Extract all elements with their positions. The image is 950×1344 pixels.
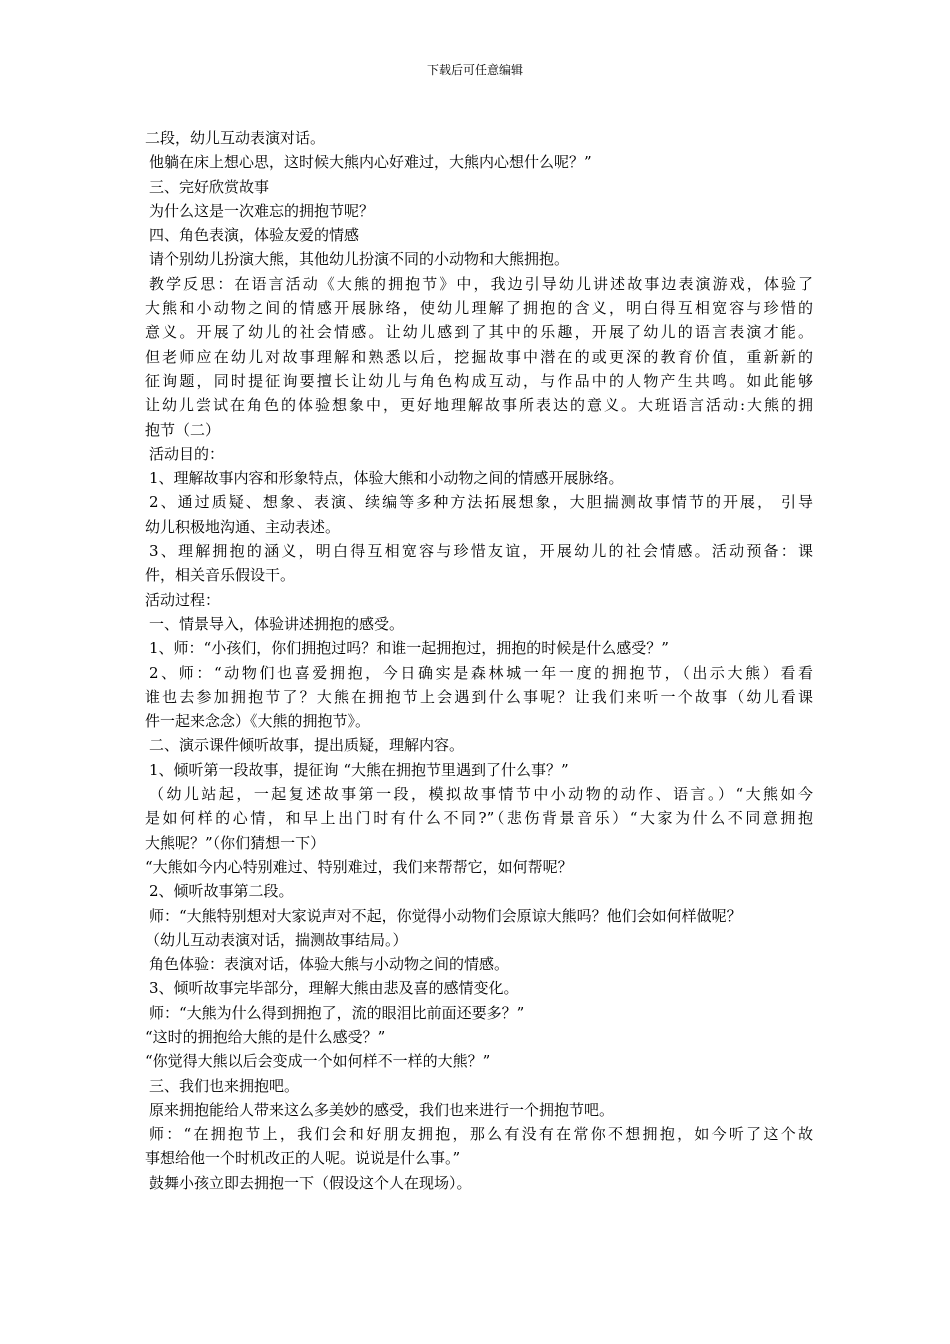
text-line: 大熊和小动物之间的情感开展脉络，使幼儿理解了拥抱的含义，明白得互相宽容与珍惜的 — [145, 299, 813, 318]
text-line: 三、我们也来拥抱吧。 — [149, 1076, 300, 1095]
text-line: 2、倾听故事第二段。 — [149, 882, 294, 901]
text-line: “你觉得大熊以后会变成一个如何样不一样的大熊？” — [145, 1052, 491, 1071]
text-line: （幼儿互动表演对话，揣测故事结局。） — [145, 930, 408, 949]
text-line: 1、倾听第一段故事，提征询 “大熊在拥抱节里遇到了什么事？” — [149, 760, 569, 779]
text-line: 件一起来念念）《大熊的拥抱节》。 — [145, 712, 371, 731]
text-line: 大熊呢？”（你们猜想一下） — [145, 833, 326, 852]
text-line: “大熊如今内心特别难过、特别难过，我们来帮帮它，如何帮呢？ — [145, 857, 573, 876]
text-line: 三、完好欣赏故事 — [149, 177, 270, 196]
text-line: 二、演示课件倾听故事，提出质疑，理解内容。 — [149, 736, 465, 755]
text-line: 让幼儿尝试在角色的体验想象中，更好地理解故事所表达的意义。大班语言活动:大熊的拥 — [145, 396, 813, 415]
text-line: 抱节（二） — [145, 420, 221, 439]
text-line: 事想给他一个时机改正的人呢。说说是什么事。” — [145, 1149, 461, 1168]
text-line: 一、情景导入，体验讲述拥抱的感受。 — [149, 614, 405, 633]
text-line: 师：“大熊特别想对大家说声对不起，你觉得小动物们会原谅大熊吗？他们会如何样做呢？ — [149, 906, 742, 925]
text-line: 3、理解拥抱的涵义，明白得互相宽容与珍惜友谊，开展幼儿的社会情感。活动预备：课 — [149, 542, 813, 561]
text-line: 但老师应在幼儿对故事理解和熟悉以后，挖掘故事中潜在的或更深的教育价值，重新新的 — [145, 347, 813, 366]
text-line: 谁也去参加拥抱节了？大熊在拥抱节上会遇到什么事呢？让我们来听一个故事（幼儿看课 — [145, 687, 813, 706]
document-body — [145, 126, 813, 1195]
text-line: 师：“在拥抱节上，我们会和好朋友拥抱，那么有没有在常你不想拥抱，如今听了这个故 — [149, 1125, 813, 1144]
text-line: （幼儿站起，一起复述故事第一段，模拟故事情节中小动物的动作、语言。）“大熊如今 — [149, 785, 813, 804]
text-line: 教学反思：在语言活动《大熊的拥抱节》中，我边引导幼儿讲述故事边表演游戏，体验了 — [149, 274, 813, 293]
text-line: “这时的拥抱给大熊的是什么感受？” — [145, 1027, 386, 1046]
text-line: 为什么这是一次难忘的拥抱节呢？ — [149, 201, 375, 220]
text-line: 1、理解故事内容和形象特点，体验大熊和小动物之间的情感开展脉络。 — [149, 469, 624, 488]
text-line: 师：“大熊为什么得到拥抱了，流的眼泪比前面还要多？” — [149, 1003, 525, 1022]
text-line: 件，相关音乐假设干。 — [145, 566, 296, 585]
text-line: 2、师：“动物们也喜爱拥抱，今日确实是森林城一年一度的拥抱节，（出示大熊）看看 — [149, 663, 813, 682]
text-line: 2、通过质疑、想象、表演、续编等多种方法拓展想象，大胆揣测故事情节的开展， 引导 — [149, 493, 813, 512]
text-line: 是如何样的心情，和早上出门时有什么不同?”（悲伤背景音乐）“大家为什么不同意拥抱 — [145, 809, 813, 828]
text-line: 幼儿积极地沟通、主动表述。 — [145, 517, 341, 536]
text-line: 他躺在床上想心思，这时候大熊内心好难过，大熊内心想什么呢？” — [149, 153, 592, 172]
text-line: 3、倾听故事完毕部分，理解大熊由悲及喜的感情变化。 — [149, 979, 519, 998]
text-line: 活动目的： — [149, 444, 225, 463]
text-line: 活动过程： — [145, 590, 221, 609]
text-line: 原来拥抱能给人带来这么多美妙的感受，我们也来进行一个拥抱节吧。 — [149, 1100, 615, 1119]
page-header: 下载后可任意编辑 — [426, 63, 523, 77]
text-line: 请个别幼儿扮演大熊，其他幼儿扮演不同的小动物和大熊拥抱。 — [149, 250, 570, 269]
text-line: 1、师：“小孩们，你们拥抱过吗？和谁一起拥抱过，拥抱的时候是什么感受？” — [149, 639, 669, 658]
text-line: 征询题，同时提征询要擅长让幼儿与角色构成互动，与作品中的人物产生共鸣。如此能够 — [145, 371, 813, 390]
text-line: 四、角色表演，体验友爱的情感 — [149, 226, 360, 245]
text-line: 二段，幼儿互动表演对话。 — [145, 129, 326, 147]
text-line: 角色体验：表演对话，体验大熊与小动物之间的情感。 — [149, 955, 510, 974]
text-line: 鼓舞小孩立即去拥抱一下（假设这个人在现场）。 — [149, 1173, 472, 1192]
text-line: 意义。开展了幼儿的社会情感。让幼儿感到了其中的乐趣，开展了幼儿的语言表演才能。 — [145, 323, 813, 342]
